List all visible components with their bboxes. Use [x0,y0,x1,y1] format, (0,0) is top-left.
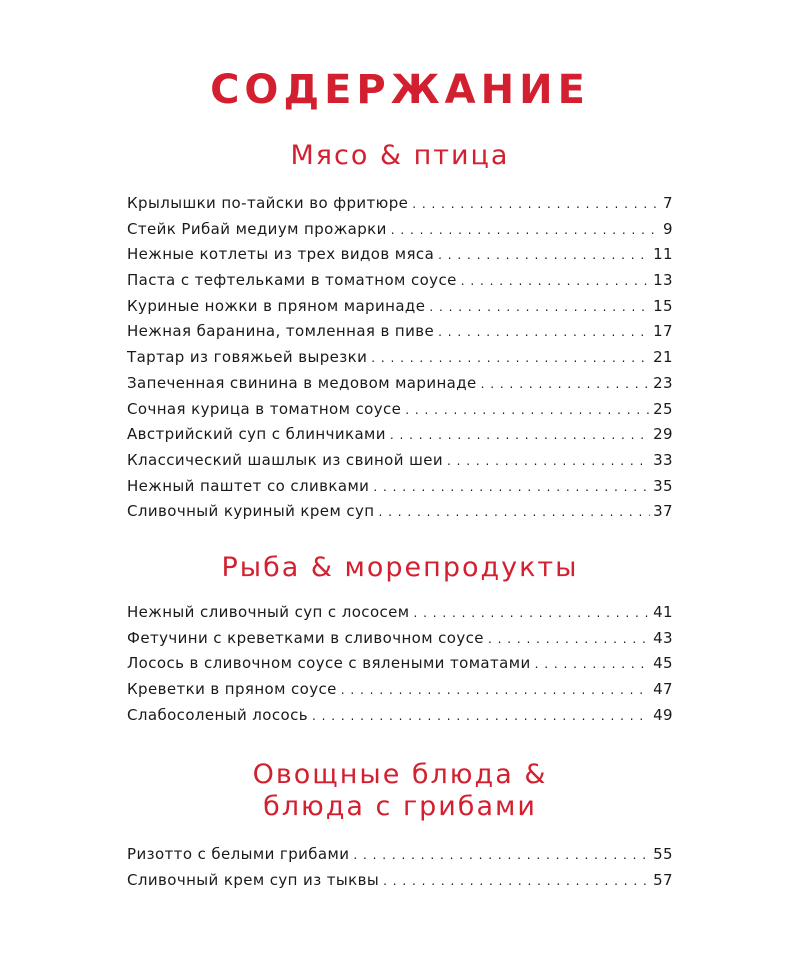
toc-entry-title: Тартар из говяжьей вырезки [127,348,368,367]
dot-leader [447,451,650,469]
section-heading-line: Мясо & птица [290,140,510,171]
toc-entry-page: 11 [653,245,673,264]
toc-entry-page: 15 [653,296,673,315]
toc-entry [127,400,673,426]
toc-entry-title: Стейк Рибай медиум прожарки [127,219,387,238]
toc-entry-title: Крылышки по-тайски во фритюре [127,194,409,212]
toc-entry-page: 13 [653,271,673,290]
toc-list-meat [127,194,673,528]
toc-entry [127,194,673,220]
dot-leader [373,477,650,495]
toc-entry-page: 55 [653,845,673,863]
toc-entry-title: Нежный паштет со сливками [127,476,370,495]
dot-leader [438,322,650,340]
dot-leader [429,297,650,315]
toc-entry-title: Слабосоленый лосось [127,705,308,724]
toc-entry [127,451,673,477]
section-heading-fish [0,552,800,584]
toc-entry [127,374,673,400]
toc-entry-page: 17 [653,322,673,341]
toc-entry [127,706,673,732]
dot-leader [378,502,650,520]
dot-leader [353,845,650,863]
toc-entry [127,603,673,629]
toc-entry-page: 37 [653,502,673,521]
toc-entry-page: 9 [663,219,673,238]
toc-entry-page: 7 [663,194,673,212]
section-heading-line: Овощные блюда & [252,759,548,790]
toc-entry [127,271,673,297]
toc-entry [127,477,673,503]
toc-entry-page: 47 [653,680,673,699]
dot-leader [412,194,660,212]
toc-entry-title: Сливочный куриный крем суп [127,502,375,521]
section-heading-line: блюда с грибами [263,791,537,822]
toc-entry-title: Лосось в сливочном соусе с вялеными томатами [127,654,531,673]
dot-leader [481,374,650,392]
toc-entry-title: Нежный сливочный суп с лососем [127,603,410,621]
toc-entry-page: 45 [653,654,673,673]
toc-entry-page: 21 [653,348,673,367]
toc-entry [127,845,673,871]
dot-leader [414,603,651,621]
toc-entry [127,680,673,706]
toc-list-fish [127,603,673,731]
dot-leader [312,706,650,724]
toc-entry [127,502,673,528]
toc-entry-title: Куриные ножки в пряном маринаде [127,296,426,315]
toc-entry [127,322,673,348]
toc-entry-title: Фетучини с креветками в сливочном соусе [127,628,484,647]
toc-entry [127,348,673,374]
dot-leader [535,654,650,672]
toc-entry-title: Сливочный крем суп из тыквы [127,870,380,889]
toc-entry-title: Ризотто с белыми грибами [127,845,350,863]
dot-leader [341,680,650,698]
toc-entry-title: Классический шашлык из свиной шеи [127,450,443,469]
toc-entry-title: Нежные котлеты из трех видов мяса [127,245,435,264]
toc-entry-title: Креветки в пряном соусе [127,680,337,699]
toc-entry [127,297,673,323]
section-heading-meat [0,140,800,172]
toc-entry-page: 29 [653,425,673,444]
section-heading-line: Рыба & морепродукты [221,552,579,583]
toc-entry-page: 43 [653,628,673,647]
toc-entry-title: Австрийский суп с блинчиками [127,425,386,444]
toc-entry-page: 23 [653,373,673,392]
toc-entry-page: 57 [653,870,673,889]
dot-leader [461,271,650,289]
toc-entry [127,629,673,655]
dot-leader [371,348,650,366]
section-heading-vegetables [0,759,800,823]
toc-entry-title: Сочная курица в томатном соусе [127,399,402,418]
toc-list-vegetables [127,845,673,896]
toc-entry [127,220,673,246]
toc-entry-title: Запеченная свинина в медовом маринаде [127,373,477,392]
dot-leader [488,629,650,647]
toc-entry [127,425,673,451]
toc-entry-page: 49 [653,705,673,724]
page-title: СОДЕРЖАНИЕ [210,67,590,113]
toc-entry-title: Паста с тефтельками в томатном соусе [127,271,457,290]
dot-leader [390,425,650,443]
toc-entry [127,245,673,271]
toc-entry-page: 35 [653,476,673,495]
toc-entry-title: Нежная баранина, томленная в пиве [127,322,435,341]
toc-entry [127,654,673,680]
dot-leader [391,220,660,238]
toc-entry-page: 25 [653,399,673,418]
dot-leader [438,245,650,263]
dot-leader [383,871,650,889]
toc-entry-page: 41 [653,603,673,621]
dot-leader [405,400,650,418]
toc-entry-page: 33 [653,450,673,469]
toc-entry [127,871,673,897]
